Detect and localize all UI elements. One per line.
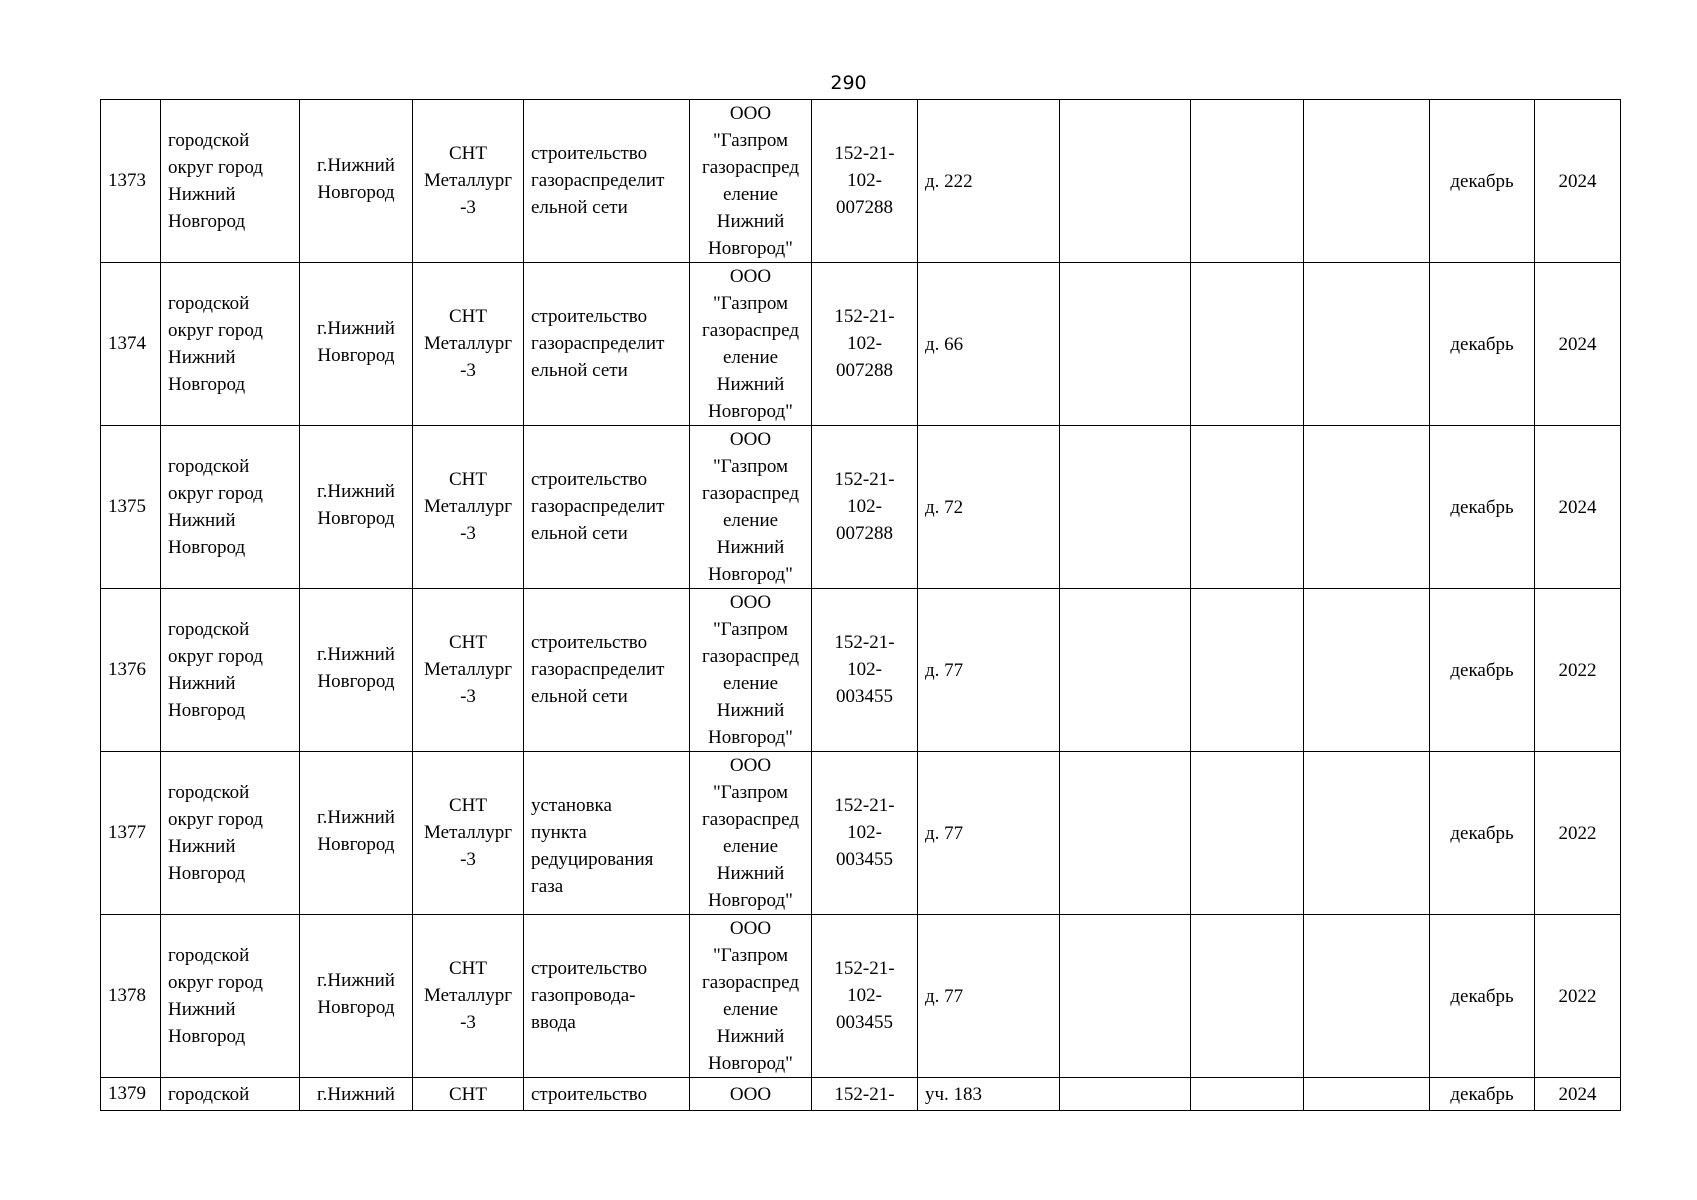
- work-type-cell-text: строительство газораспределит ельной сети: [531, 143, 665, 218]
- code-cell: [812, 426, 918, 589]
- row-number: [101, 263, 161, 426]
- organization-cell: [690, 752, 812, 915]
- snt-cell-text: СНТ: [449, 1083, 487, 1105]
- address-cell-text: д. 222: [925, 170, 973, 192]
- work-type-cell-text: строительство газораспределит ельной сети: [531, 632, 665, 707]
- work-type-cell-text: строительство газораспределит ельной сети: [531, 306, 665, 381]
- row-number: [101, 100, 161, 263]
- empty-cell: [1060, 1078, 1191, 1111]
- address-cell-text: д. 77: [925, 659, 964, 681]
- year-cell-text: 2024: [1558, 170, 1597, 192]
- row-number-text: 1374: [108, 333, 146, 354]
- snt-cell-text: СНТ Металлург -3: [424, 469, 512, 544]
- year-cell-text: 2022: [1558, 822, 1597, 844]
- empty-cell: [1304, 752, 1430, 915]
- code-cell: [812, 752, 918, 915]
- district-cell-text: городской округ город Нижний Новгород: [168, 945, 263, 1047]
- address-cell-text: д. 72: [925, 496, 964, 518]
- row-number: [101, 426, 161, 589]
- address-cell: [918, 752, 1060, 915]
- snt-cell-text: СНТ Металлург -3: [424, 795, 512, 870]
- organization-cell-text: ООО: [729, 1083, 772, 1105]
- organization-cell-text: ООО "Газпром газораспред еление Нижний Новгород": [701, 755, 799, 911]
- work-type-cell: [524, 426, 690, 589]
- organization-cell-text: ООО "Газпром газораспред еление Нижний Новгород": [701, 103, 799, 259]
- address-cell: [918, 589, 1060, 752]
- address-cell: [918, 426, 1060, 589]
- district-cell-text: городской округ город Нижний Новгород: [168, 130, 263, 232]
- month-cell-text: декабрь: [1450, 1083, 1514, 1105]
- district-cell: [161, 263, 300, 426]
- city-cell-text: г.Нижний Новгород: [317, 481, 395, 529]
- address-cell: [918, 1078, 1060, 1111]
- work-type-cell: [524, 100, 690, 263]
- year-cell: [1535, 589, 1621, 752]
- table-row: [101, 426, 1621, 589]
- snt-cell: [413, 915, 524, 1078]
- empty-cell: [1304, 1078, 1430, 1111]
- row-number-text: 1378: [108, 985, 146, 1006]
- year-cell-text: 2022: [1558, 985, 1597, 1007]
- city-cell: [300, 589, 413, 752]
- city-cell-text: г.Нижний Новгород: [317, 155, 395, 203]
- work-type-cell: [524, 1078, 690, 1111]
- year-cell: [1535, 426, 1621, 589]
- empty-cell: [1304, 589, 1430, 752]
- snt-cell: [413, 1078, 524, 1111]
- table-row: [101, 589, 1621, 752]
- row-number-text: 1376: [108, 659, 146, 680]
- district-cell: [161, 100, 300, 263]
- district-cell: [161, 589, 300, 752]
- city-cell-text: г.Нижний Новгород: [317, 807, 395, 855]
- address-cell-text: уч. 183: [925, 1083, 983, 1105]
- district-cell-text: городской округ город Нижний Новгород: [168, 456, 263, 558]
- snt-cell: [413, 263, 524, 426]
- district-cell-text: городской округ город Нижний Новгород: [168, 619, 263, 721]
- year-cell: [1535, 263, 1621, 426]
- year-cell: [1535, 915, 1621, 1078]
- row-number: [101, 752, 161, 915]
- year-cell-text: 2022: [1558, 659, 1597, 681]
- snt-cell: [413, 752, 524, 915]
- year-cell-text: 2024: [1558, 1083, 1597, 1105]
- work-type-cell: [524, 589, 690, 752]
- snt-cell-text: СНТ Металлург -3: [424, 632, 512, 707]
- organization-cell-text: ООО "Газпром газораспред еление Нижний Новгород": [701, 429, 799, 585]
- empty-cell: [1060, 426, 1191, 589]
- year-cell-text: 2024: [1558, 496, 1597, 518]
- work-type-cell: [524, 752, 690, 915]
- snt-cell-text: СНТ Металлург -3: [424, 143, 512, 218]
- table-row: [101, 915, 1621, 1078]
- empty-cell: [1191, 100, 1304, 263]
- organization-cell: [690, 100, 812, 263]
- code-cell-text: 152-21- 102- 007288: [834, 469, 895, 544]
- month-cell: [1430, 915, 1535, 1078]
- city-cell: [300, 1078, 413, 1111]
- month-cell: [1430, 100, 1535, 263]
- code-cell: [812, 589, 918, 752]
- organization-cell: [690, 589, 812, 752]
- row-number-text: 1373: [108, 170, 146, 191]
- month-cell-text: декабрь: [1450, 170, 1514, 192]
- month-cell: [1430, 263, 1535, 426]
- work-type-cell-text: строительство газораспределит ельной сети: [531, 469, 665, 544]
- city-cell-text: г.Нижний Новгород: [317, 644, 395, 692]
- address-cell-text: д. 77: [925, 822, 964, 844]
- empty-cell: [1060, 263, 1191, 426]
- year-cell: [1535, 1078, 1621, 1111]
- month-cell-text: декабрь: [1450, 822, 1514, 844]
- empty-cell: [1191, 589, 1304, 752]
- city-cell: [300, 752, 413, 915]
- code-cell: [812, 915, 918, 1078]
- snt-cell: [413, 589, 524, 752]
- row-number-text: 1375: [108, 496, 146, 517]
- month-cell-text: декабрь: [1450, 659, 1514, 681]
- empty-cell: [1304, 915, 1430, 1078]
- row-number: [101, 915, 161, 1078]
- row-number: [101, 589, 161, 752]
- empty-cell: [1191, 752, 1304, 915]
- city-cell: [300, 100, 413, 263]
- month-cell: [1430, 1078, 1535, 1111]
- code-cell: [812, 100, 918, 263]
- district-cell: [161, 1078, 300, 1111]
- empty-cell: [1060, 589, 1191, 752]
- empty-cell: [1060, 100, 1191, 263]
- table-row: [101, 263, 1621, 426]
- district-cell: [161, 426, 300, 589]
- work-type-cell: [524, 263, 690, 426]
- snt-cell-text: СНТ Металлург -3: [424, 958, 512, 1033]
- address-cell: [918, 100, 1060, 263]
- empty-cell: [1304, 263, 1430, 426]
- organization-cell: [690, 263, 812, 426]
- city-cell: [300, 426, 413, 589]
- month-cell: [1430, 752, 1535, 915]
- code-cell-text: 152-21- 102- 007288: [834, 143, 895, 218]
- code-cell: [812, 1078, 918, 1111]
- code-cell-text: 152-21- 102- 003455: [834, 795, 895, 870]
- year-cell: [1535, 752, 1621, 915]
- address-cell-text: д. 66: [925, 333, 964, 355]
- table-row: [101, 100, 1621, 263]
- organization-cell-text: ООО "Газпром газораспред еление Нижний Новгород": [701, 592, 799, 748]
- city-cell-text: г.Нижний Новгород: [317, 318, 395, 366]
- organization-cell: [690, 915, 812, 1078]
- city-cell: [300, 915, 413, 1078]
- code-cell-text: 152-21- 102- 003455: [834, 958, 895, 1033]
- empty-cell: [1060, 752, 1191, 915]
- district-cell-text: городской округ город Нижний Новгород: [168, 782, 263, 884]
- work-type-cell-text: строительство: [531, 1083, 648, 1105]
- table-row: [101, 752, 1621, 915]
- page-number: 290: [830, 72, 867, 94]
- month-cell-text: декабрь: [1450, 496, 1514, 518]
- month-cell: [1430, 589, 1535, 752]
- month-cell: [1430, 426, 1535, 589]
- snt-cell: [413, 426, 524, 589]
- month-cell-text: декабрь: [1450, 985, 1514, 1007]
- code-cell-text: 152-21-: [834, 1083, 895, 1105]
- code-cell: [812, 263, 918, 426]
- organization-cell: [690, 1078, 812, 1111]
- work-type-cell-text: установка пункта редуцирования газа: [531, 795, 654, 897]
- organization-cell-text: ООО "Газпром газораспред еление Нижний Новгород": [701, 918, 799, 1074]
- organization-cell: [690, 426, 812, 589]
- snt-cell-text: СНТ Металлург -3: [424, 306, 512, 381]
- year-cell-text: 2024: [1558, 333, 1597, 355]
- year-cell: [1535, 100, 1621, 263]
- work-type-cell-text: строительство газопровода- ввода: [531, 958, 648, 1033]
- city-cell-text: г.Нижний: [317, 1083, 395, 1105]
- month-cell-text: декабрь: [1450, 333, 1514, 355]
- row-number-text: 1379: [108, 1083, 146, 1104]
- address-cell-text: д. 77: [925, 985, 964, 1007]
- code-cell-text: 152-21- 102- 003455: [834, 632, 895, 707]
- row-number: [101, 1078, 161, 1111]
- empty-cell: [1304, 426, 1430, 589]
- address-cell: [918, 263, 1060, 426]
- district-cell: [161, 752, 300, 915]
- empty-cell: [1191, 1078, 1304, 1111]
- empty-cell: [1060, 915, 1191, 1078]
- district-cell-text: городской: [168, 1083, 250, 1105]
- address-cell: [918, 915, 1060, 1078]
- code-cell-text: 152-21- 102- 007288: [834, 306, 895, 381]
- organization-cell-text: ООО "Газпром газораспред еление Нижний Новгород": [701, 266, 799, 422]
- gas-network-table: [100, 99, 1621, 1111]
- work-type-cell: [524, 915, 690, 1078]
- district-cell-text: городской округ город Нижний Новгород: [168, 293, 263, 395]
- table-row: [101, 1078, 1621, 1111]
- row-number-text: 1377: [108, 822, 146, 843]
- snt-cell: [413, 100, 524, 263]
- empty-cell: [1191, 915, 1304, 1078]
- city-cell: [300, 263, 413, 426]
- city-cell-text: г.Нижний Новгород: [317, 970, 395, 1018]
- empty-cell: [1191, 426, 1304, 589]
- district-cell: [161, 915, 300, 1078]
- empty-cell: [1304, 100, 1430, 263]
- empty-cell: [1191, 263, 1304, 426]
